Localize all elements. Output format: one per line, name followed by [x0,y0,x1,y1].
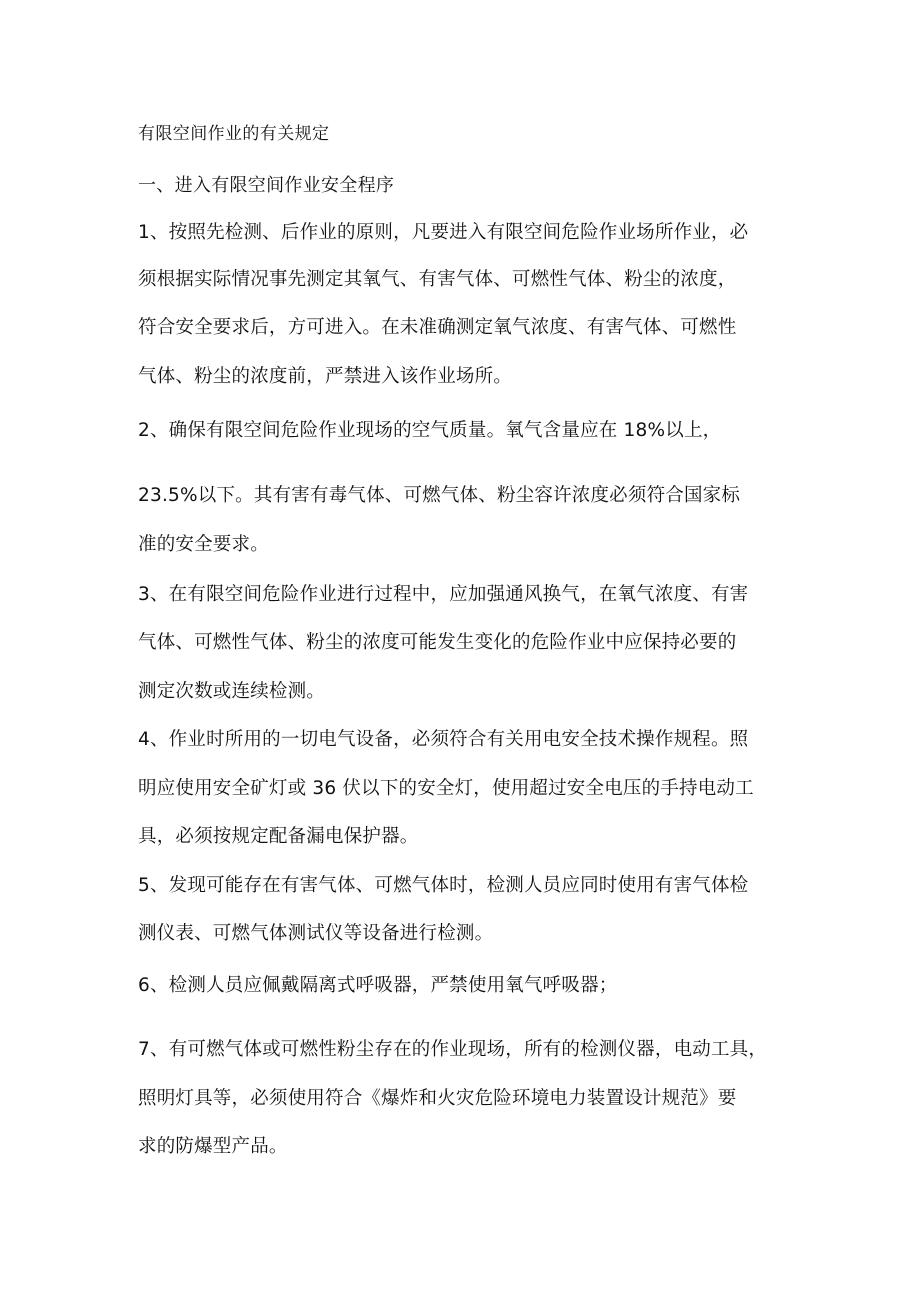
paragraph-line: 7、有可燃气体或可燃性粉尘存在的作业现场，所有的检测仪器，电动工具， [138,1039,768,1060]
paragraph-line: 2、确保有限空间危险作业现场的空气质量。氧气含量应在 18%以上， [138,420,722,441]
document-title: 有限空间作业的有关规定 [138,124,330,144]
paragraph-line: 测定次数或连续检测。 [138,681,326,702]
paragraph-line: 准的安全要求。 [138,534,269,555]
paragraph-line: 具，必须按规定配备漏电保护器。 [138,826,419,847]
paragraph-line: 5、发现可能存在有害气体、可燃气体时，检测人员应同时使用有害气体检 [138,875,749,896]
paragraph-line: 须根据实际情况事先测定其氧气、有害气体、可燃性气体、粉尘的浓度， [138,269,737,290]
paragraph-line: 6、检测人员应佩戴隔离式呼吸器，严禁使用氧气呼吸器； [138,975,618,996]
paragraph-line: 符合安全要求后，方可进入。在未准确测定氧气浓度、有害气体、可燃性 [138,317,737,338]
section-heading: 一、进入有限空间作业安全程序 [138,175,395,196]
paragraph-line: 明应使用安全矿灯或 36 伏以下的安全灯，使用超过安全电压的手持电动工 [138,778,754,799]
paragraph-line: 4、作业时所用的一切电气设备，必须符合有关用电安全技术操作规程。照 [138,729,749,750]
paragraph-line: 3、在有限空间危险作业进行过程中，应加强通风换气，在氧气浓度、有害 [138,584,749,605]
paragraph-line: 气体、可燃性气体、粉尘的浓度可能发生变化的危险作业中应保持必要的 [138,632,737,653]
paragraph-line: 求的防爆型产品。 [138,1136,288,1157]
paragraph-line: 气体、粉尘的浓度前，严禁进入该作业场所。 [138,366,513,387]
paragraph-line: 测仪表、可燃气体测试仪等设备进行检测。 [138,923,494,944]
paragraph-line: 1、按照先检测、后作业的原则，凡要进入有限空间危险作业场所作业，必 [138,222,749,243]
paragraph-line: 23.5%以下。其有害有毒气体、可燃气体、粉尘容许浓度必须符合国家标 [138,485,741,506]
paragraph-line: 照明灯具等，必须使用符合《爆炸和火灾危险环境电力装置设计规范》要 [138,1088,737,1109]
